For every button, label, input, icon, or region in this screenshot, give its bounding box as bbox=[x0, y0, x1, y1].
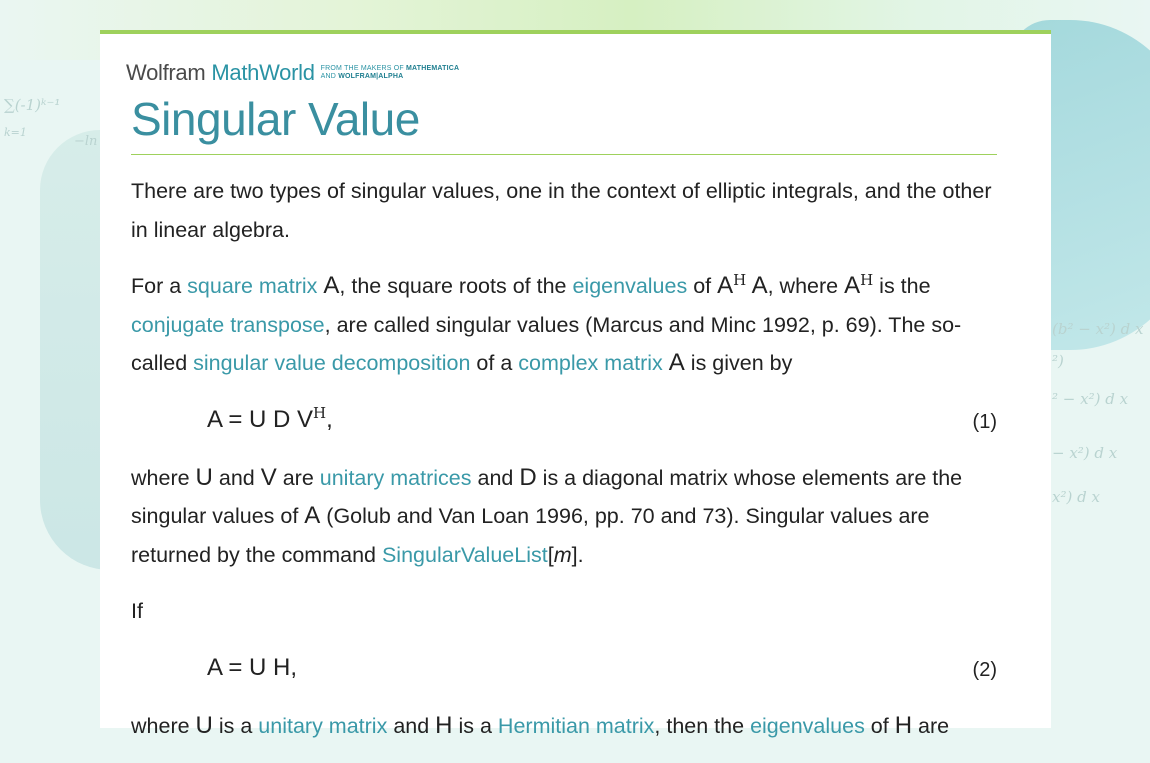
link-unitary-matrices[interactable]: unitary matrices bbox=[319, 465, 472, 490]
math-symbol: A bbox=[668, 349, 685, 376]
math-argument: m bbox=[553, 542, 572, 567]
link-eigenvalues[interactable]: eigenvalues bbox=[750, 713, 865, 738]
page-title: Singular Value bbox=[131, 93, 420, 145]
math-superscript: H bbox=[313, 403, 327, 422]
text: are bbox=[276, 465, 320, 490]
paragraph-if: If bbox=[131, 599, 143, 623]
math-symbol: H bbox=[435, 711, 453, 739]
tagline-text: AND bbox=[320, 73, 337, 80]
text: and bbox=[387, 713, 436, 738]
text: and bbox=[471, 465, 520, 490]
text: of bbox=[864, 713, 895, 738]
math-symbol: A bbox=[304, 502, 321, 529]
equation-1 bbox=[131, 401, 997, 441]
link-unitary-matrix[interactable]: unitary matrix bbox=[258, 713, 388, 738]
math-symbol: U bbox=[195, 463, 213, 491]
text: of bbox=[687, 274, 718, 298]
math-symbol: A bbox=[717, 272, 734, 299]
link-eigenvalues[interactable]: eigenvalues bbox=[572, 274, 688, 298]
equation-2 bbox=[131, 649, 997, 689]
text: is a diagonal matrix whose elements are the singular values of bbox=[131, 465, 963, 528]
logo-mathworld-text: MathWorld bbox=[211, 60, 315, 85]
background-math: x²) d x bbox=[1052, 488, 1100, 506]
background-math: k=1 bbox=[4, 126, 27, 139]
text: [ bbox=[547, 542, 554, 567]
link-singular-value-decomposition[interactable]: singular value decomposition bbox=[193, 351, 471, 375]
logo-wolfram-text: Wolfram bbox=[126, 60, 206, 85]
equation-text: A = U D V bbox=[207, 405, 314, 433]
tagline-mathematica: MATHEMATICA bbox=[406, 65, 460, 72]
text: , then the bbox=[654, 713, 751, 738]
equation-text: , bbox=[326, 405, 333, 433]
math-superscript: H bbox=[733, 270, 747, 289]
text: , the square roots of the bbox=[339, 274, 573, 298]
background-math: ²) bbox=[1052, 352, 1064, 370]
background-math: −ln bbox=[74, 134, 98, 149]
text: is the bbox=[873, 274, 931, 298]
text: , are called singular values (Marcus and Minc 1992, p. 69). The so-called bbox=[131, 312, 962, 375]
article-card bbox=[100, 30, 1051, 739]
text: For a bbox=[131, 274, 188, 298]
math-symbol: D bbox=[519, 463, 537, 491]
paragraph-unitary bbox=[131, 459, 997, 575]
text: is a bbox=[452, 713, 498, 738]
link-complex-matrix[interactable]: complex matrix bbox=[518, 351, 663, 375]
text: and bbox=[212, 465, 261, 490]
math-symbol: H bbox=[894, 711, 913, 739]
equation-1-body bbox=[207, 401, 333, 440]
text: , where bbox=[767, 274, 845, 298]
text: of a bbox=[470, 351, 519, 375]
background-math: ∑(-1)ᵏ⁻¹ bbox=[4, 96, 61, 114]
background-math: ² − x²) d x bbox=[1052, 390, 1129, 408]
paragraph-definition bbox=[131, 267, 997, 383]
equation-2-body: A = U H, bbox=[207, 653, 298, 681]
background-math: (b² − x²) d x bbox=[1052, 320, 1144, 338]
article-body bbox=[131, 172, 997, 763]
equation-2-number: (2) bbox=[972, 658, 997, 681]
title-divider bbox=[131, 154, 997, 155]
tagline-wolframalpha: WOLFRAM|ALPHA bbox=[338, 73, 404, 80]
math-symbol: A bbox=[323, 272, 340, 299]
math-symbol: A bbox=[746, 272, 768, 299]
paragraph-intro: There are two types of singular values, one in the context of elliptic integrals, and the other in linear algebra. bbox=[131, 179, 992, 242]
text: ]. bbox=[571, 542, 584, 567]
text: is a bbox=[212, 713, 259, 738]
background-math: − x²) d x bbox=[1052, 444, 1118, 462]
link-square-matrix[interactable]: square matrix bbox=[187, 274, 318, 298]
site-logo[interactable] bbox=[126, 60, 459, 86]
paragraph-hermitian bbox=[131, 707, 997, 746]
text: are bbox=[912, 713, 950, 738]
math-superscript: H bbox=[860, 270, 874, 289]
link-singular-value-list[interactable]: SingularValueList bbox=[381, 542, 548, 567]
tagline-text: FROM THE MAKERS OF bbox=[320, 65, 404, 72]
text: (Golub and Van Loan 1996, pp. 70 and 73). Singular values are returned by the command bbox=[131, 504, 930, 567]
logo-tagline bbox=[321, 65, 460, 81]
text: where bbox=[131, 465, 196, 490]
text: is given by bbox=[684, 351, 793, 375]
equation-1-number: (1) bbox=[972, 410, 997, 433]
math-symbol: U bbox=[195, 711, 213, 739]
link-conjugate-transpose[interactable]: conjugate transpose bbox=[131, 312, 325, 337]
link-hermitian-matrix[interactable]: Hermitian matrix bbox=[497, 713, 655, 738]
math-symbol: V bbox=[260, 463, 277, 491]
math-symbol: A bbox=[844, 272, 861, 299]
text: where bbox=[131, 713, 196, 738]
